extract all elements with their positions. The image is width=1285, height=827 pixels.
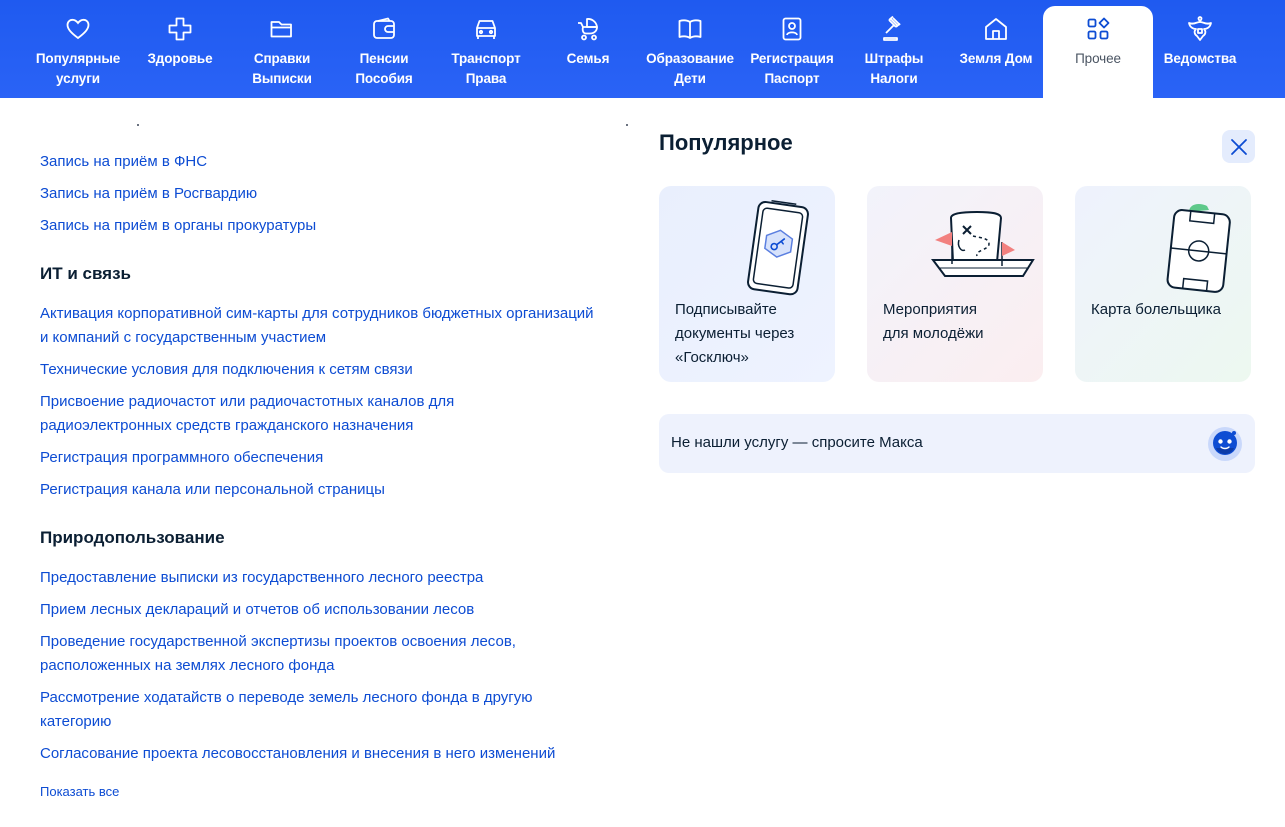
nav-item-label: Прочее [1075, 51, 1121, 66]
ask-max-bar[interactable] [659, 414, 1255, 473]
passport-icon [778, 15, 806, 43]
nav-item-agencies[interactable] [1149, 6, 1251, 98]
nav-item-education[interactable] [639, 6, 741, 98]
nav-item-label: Справки Выписки [252, 51, 312, 86]
section-title-it: ИТ и связь [40, 264, 132, 283]
popular-card-goskey[interactable] [659, 186, 835, 382]
nav-item-health[interactable] [129, 6, 231, 98]
nav-item-label: Популярные услуги [35, 51, 121, 86]
nav-item-fines[interactable] [843, 6, 945, 98]
nav-item-label: Здоровье [147, 51, 213, 66]
stroller-icon [574, 15, 602, 43]
nav-item-family[interactable] [537, 6, 639, 98]
car-icon [472, 15, 500, 43]
service-link[interactable]: Согласование проекта лесовосстановления и внесения в него изменений [40, 745, 556, 762]
top-navigation [0, 0, 1285, 98]
card-text: Карта болельщика [1091, 301, 1222, 318]
service-link[interactable]: Запись на приём в органы прокуратуры [40, 217, 317, 234]
nav-item-land-home[interactable] [945, 6, 1047, 98]
service-link[interactable]: Запись на приём в ФНС [40, 153, 208, 170]
nav-item-other[interactable] [1043, 6, 1153, 98]
gavel-icon [880, 15, 908, 43]
scroll-fade-indicator [40, 124, 628, 136]
service-link[interactable]: Запись на приём в Росгвардию [40, 185, 258, 202]
card-text: Мероприятия для молодёжи [883, 301, 984, 342]
grid-icon [1084, 15, 1112, 43]
treasure-map-icon [867, 186, 1043, 300]
medical-cross-icon [166, 15, 194, 43]
service-link[interactable]: Регистрация программного обеспечения [40, 449, 324, 466]
service-link[interactable]: Рассмотрение ходатайств о переводе земель лесного фонда в другую категорию [40, 689, 533, 730]
nav-item-label: Штрафы Налоги [864, 51, 924, 86]
nav-item-registration[interactable] [741, 6, 843, 98]
book-icon [676, 15, 704, 43]
wallet-icon [370, 15, 398, 43]
smartphone-key-icon [659, 186, 835, 300]
nav-item-label: Пенсии Пособия [355, 51, 413, 86]
nav-item-transport[interactable] [435, 6, 537, 98]
service-link[interactable]: Проведение государственной экспертизы проектов освоения лесов, расположенных на землях лесного фонда [40, 633, 516, 674]
house-icon [982, 15, 1010, 43]
nav-item-label: Транспорт Права [451, 51, 521, 86]
nav-item-certificates[interactable] [231, 6, 333, 98]
service-link[interactable]: Предоставление выписки из государственного лесного реестра [40, 569, 484, 586]
heart-icon [64, 15, 92, 43]
service-link[interactable]: Технические условия для подключения к сетям связи [40, 361, 413, 378]
popular-card-fan-id[interactable] [1075, 186, 1251, 382]
nav-item-label: Образование Дети [646, 51, 734, 86]
nav-item-label: Земля Дом [959, 51, 1033, 66]
service-link[interactable]: Присвоение радиочастот или радиочастотных каналов для радиоэлектронных средств гражданского назначения [40, 393, 455, 434]
folder-icon [268, 15, 296, 43]
nav-item-pensions[interactable] [333, 6, 435, 98]
popular-title: Популярное [659, 130, 793, 155]
service-link[interactable]: Активация корпоративной сим-карты для сотрудников бюджетных организаций и компаний с государственным участием [40, 305, 594, 346]
service-link[interactable]: Прием лесных деклараций и отчетов об использовании лесов [40, 601, 475, 618]
popular-card-youth-events[interactable] [867, 186, 1043, 382]
nav-item-label: Семья [566, 51, 610, 66]
nav-item-label: Регистрация Паспорт [750, 51, 834, 86]
nav-item-popular[interactable] [27, 6, 129, 98]
robot-assistant-icon [1207, 426, 1243, 462]
close-icon [1229, 137, 1249, 157]
ask-max-text: Не нашли услугу — спросите Макса [671, 434, 923, 451]
fan-card-icon [1075, 186, 1251, 300]
emblem-icon [1186, 15, 1214, 43]
section-title-nature: Природопользование [40, 528, 225, 547]
nav-item-label: Ведомства [1163, 51, 1237, 66]
show-all-link[interactable]: Показать все [40, 784, 120, 799]
service-link[interactable]: Регистрация канала или персональной страницы [40, 481, 385, 498]
close-button[interactable] [1222, 130, 1255, 163]
card-text: Подписывайте документы через «Госключ» [675, 301, 795, 366]
